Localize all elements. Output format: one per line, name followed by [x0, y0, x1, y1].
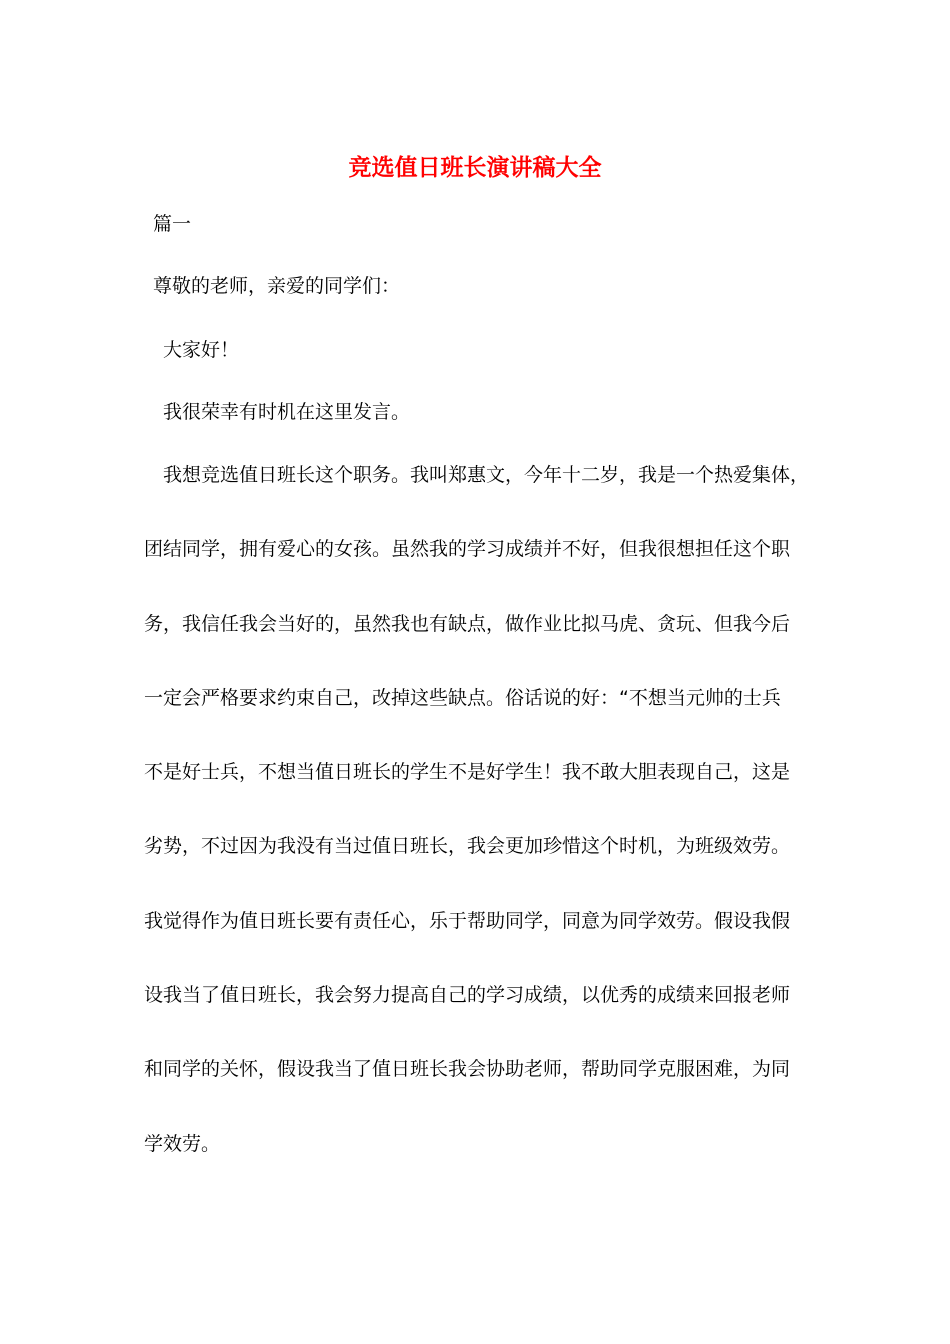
honor-line: 我很荣幸有时机在这里发言。: [163, 401, 411, 423]
body-line: 务，我信任我会当好的，虽然我也有缺点，做作业比拟马虎、贪玩、但我今后: [144, 612, 791, 635]
body-line: 学效劳。: [144, 1132, 221, 1155]
body-line: 我想竞选值日班长这个职务。我叫郑惠文，今年十二岁，我是一个热爱集体，: [163, 464, 810, 486]
body-line: 一定会严格要求约束自己，改掉这些缺点。俗话说的好：“不想当元帅的士兵: [144, 686, 781, 709]
body-line: 劣势，不过因为我没有当过值日班长，我会更加珍惜这个时机，为班级效劳。: [144, 835, 791, 858]
document-title: 竞选值日班长演讲稿大全: [348, 154, 602, 181]
body-paragraph: [144, 460, 810, 1203]
body-line: 团结同学，拥有爱心的女孩。虽然我的学习成绩并不好，但我很想担任这个职: [144, 538, 791, 561]
body-line: 和同学的关怀，假设我当了值日班长我会协助老师，帮助同学克服困难，为同: [144, 1058, 791, 1081]
body-line: 设我当了值日班长，我会努力提高自己的学习成绩，以优秀的成绩来回报老师: [144, 984, 791, 1007]
body-line: 我觉得作为值日班长要有责任心，乐于帮助同学，同意为同学效劳。假设我假: [144, 909, 791, 932]
greeting-line: 尊敬的老师，亲爱的同学们：: [153, 275, 401, 297]
section-label: 篇一: [153, 213, 192, 235]
hello-line: 大家好！: [163, 339, 240, 361]
body-line: 不是好士兵，不想当值日班长的学生不是好学生！我不敢大胆表现自己，这是: [144, 761, 791, 784]
